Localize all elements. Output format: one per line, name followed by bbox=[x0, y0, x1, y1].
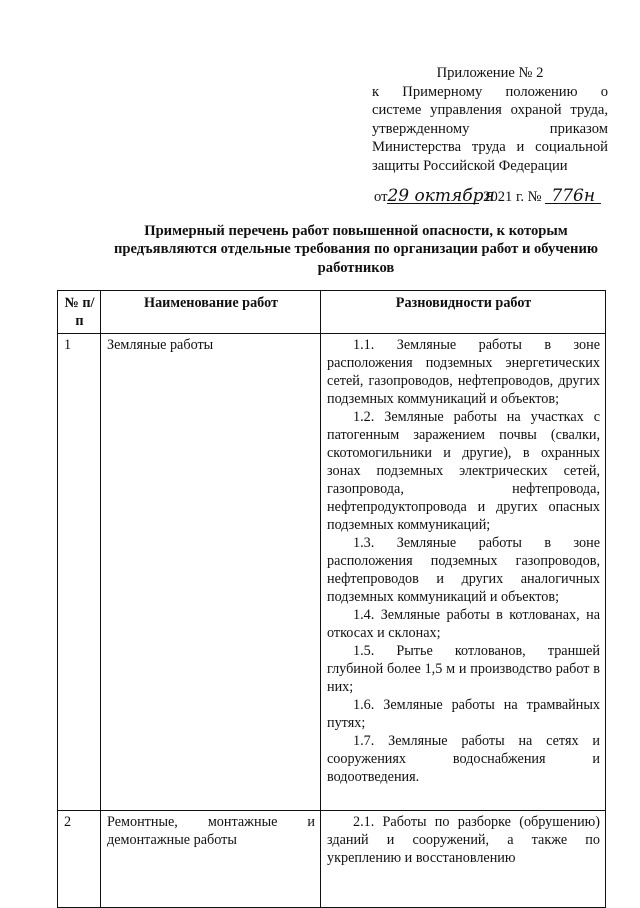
header-name: Наименование работ bbox=[101, 291, 321, 334]
table-header-row bbox=[58, 291, 606, 334]
row-num: 1 bbox=[58, 334, 101, 811]
header-num: № п/п bbox=[58, 291, 101, 334]
kind-item: 1.2. Земляные работы на участках с патогенным заражением почвы (свалки, скотомогильники и другие), в охранных зонах подземных электрических сетей, газопровода, нефтепровода, нефтепродуктопровода и других опасных подземных коммуникаций; bbox=[327, 409, 600, 533]
appendix-block bbox=[372, 64, 608, 176]
works-table bbox=[57, 290, 606, 908]
header-kinds: Разновидности работ bbox=[321, 291, 606, 334]
kind-item: 1.5. Рытье котлованов, траншей глубиной более 1,5 м и производство работ в них; bbox=[327, 643, 600, 695]
row-name: Ремонтные, монтажные и демонтажные работы bbox=[101, 811, 321, 908]
handwritten-order-number: 776н bbox=[545, 186, 601, 206]
document-heading: Примерный перечень работ повышенной опасности, к которым предъявляются отдельные требования по организации работ и обучению работников bbox=[113, 223, 599, 276]
row-name: Земляные работы bbox=[101, 334, 321, 811]
kind-item: 1.1. Земляные работы в зоне расположения подземных энергетических сетей, газопроводов, нефтепроводов, других подземных коммуникаций и объектов; bbox=[327, 337, 600, 407]
appendix-line: Министерства труда и социальной bbox=[372, 139, 608, 156]
appendix-line: системе управления охраной труда, bbox=[372, 102, 608, 119]
row-kinds bbox=[321, 811, 606, 908]
appendix-line: защиты Российской Федерации bbox=[372, 157, 568, 174]
order-reference bbox=[374, 186, 614, 206]
appendix-title: Приложение № 2 bbox=[436, 65, 544, 81]
kind-item: 2.1. Работы по разборке (обрушению) зданий и сооружений, а также по укреплению и восстановлению bbox=[327, 814, 600, 866]
row-kinds bbox=[321, 334, 606, 811]
kind-item: 1.6. Земляные работы на трамвайных путях; bbox=[327, 697, 600, 731]
row-num: 2 bbox=[58, 811, 101, 908]
table-row bbox=[58, 334, 606, 811]
order-year: 2021 г. № bbox=[483, 189, 542, 205]
kind-item: 1.3. Земляные работы в зоне расположения подземных газопроводов, нефтепроводов и других аналогичных подземных коммуникаций и объектов; bbox=[327, 535, 600, 605]
kind-item: 1.7. Земляные работы на сетях и сооружениях водоснабжения и водоотведения. bbox=[327, 733, 600, 785]
table-row bbox=[58, 811, 606, 908]
appendix-line: утвержденному приказом bbox=[372, 120, 608, 137]
kind-item: 1.4. Земляные работы в котлованах, на откосах и склонах; bbox=[327, 607, 600, 641]
handwritten-date: 29 октября bbox=[387, 186, 495, 206]
appendix-line: к Примерному положению о bbox=[372, 83, 608, 100]
order-prefix: от bbox=[374, 189, 388, 205]
